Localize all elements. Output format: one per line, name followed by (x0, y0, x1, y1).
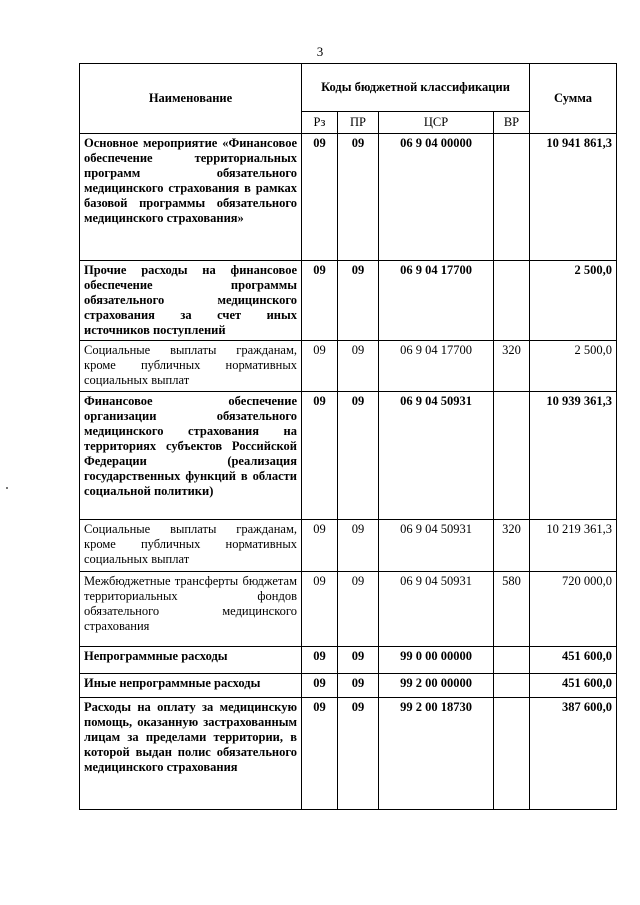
row-pr: 09 (338, 261, 379, 341)
table-row (80, 392, 617, 520)
table-row (80, 674, 617, 698)
row-name: Социальные выплаты гражданам, кроме публичных нормативных социальных выплат (80, 520, 302, 572)
row-rz: 09 (302, 647, 338, 674)
row-sum: 2 500,0 (530, 261, 617, 341)
row-vr: 320 (494, 341, 530, 392)
row-vr (494, 134, 530, 261)
row-vr (494, 392, 530, 520)
row-sum: 10 219 361,3 (530, 520, 617, 572)
row-rz: 09 (302, 520, 338, 572)
row-sum: 10 941 861,3 (530, 134, 617, 261)
table-row (80, 341, 617, 392)
row-name: Непрограммные расходы (80, 647, 302, 674)
table-row (80, 134, 617, 261)
row-csr: 06 9 04 17700 (379, 261, 494, 341)
row-csr: 06 9 04 50931 (379, 572, 494, 647)
row-csr: 99 0 00 00000 (379, 647, 494, 674)
table-row (80, 520, 617, 572)
table-row (80, 261, 617, 341)
row-csr: 06 9 04 50931 (379, 392, 494, 520)
row-pr: 09 (338, 134, 379, 261)
budget-table (79, 63, 617, 810)
page-number: 3 (316, 44, 324, 59)
row-vr (494, 674, 530, 698)
header-sum: Сумма (530, 64, 617, 134)
row-rz: 09 (302, 341, 338, 392)
row-csr: 06 9 04 17700 (379, 341, 494, 392)
row-vr: 580 (494, 572, 530, 647)
row-sum: 720 000,0 (530, 572, 617, 647)
row-pr: 09 (338, 647, 379, 674)
row-pr: 09 (338, 698, 379, 810)
row-vr (494, 647, 530, 674)
row-sum: 2 500,0 (530, 341, 617, 392)
row-name: Иные непрограммные расходы (80, 674, 302, 698)
header-rz: Рз (302, 112, 338, 134)
row-rz: 09 (302, 572, 338, 647)
row-csr: 99 2 00 00000 (379, 674, 494, 698)
row-pr: 09 (338, 392, 379, 520)
row-name: Межбюджетные трансферты бюджетам территориальных фондов обязательного медицинского страхования (80, 572, 302, 647)
table-row (80, 647, 617, 674)
header-pr: ПР (338, 112, 379, 134)
table-row (80, 698, 617, 810)
row-name: Финансовое обеспечение организации обязательного медицинского страхования на территориях субъектов Российской Федерации (реализация государственных функций в области социальной политики) (80, 392, 302, 520)
row-name: Расходы на оплату за медицинскую помощь, оказанную застрахованным лицам за пределами территории, в которой выдан полис обязательного медицинского страхования (80, 698, 302, 810)
table-row (80, 572, 617, 647)
scan-mark (6, 487, 8, 489)
row-rz: 09 (302, 698, 338, 810)
row-sum: 451 600,0 (530, 647, 617, 674)
header-vr: ВР (494, 112, 530, 134)
row-vr (494, 261, 530, 341)
row-rz: 09 (302, 392, 338, 520)
row-pr: 09 (338, 674, 379, 698)
row-name: Основное мероприятие «Финансовое обеспечение территориальных программ обязательного медицинского страхования в рамках базовой программы обязательного медицинского страхования» (80, 134, 302, 261)
row-vr (494, 698, 530, 810)
row-rz: 09 (302, 674, 338, 698)
header-name: Наименование (80, 64, 302, 134)
row-pr: 09 (338, 341, 379, 392)
row-sum: 387 600,0 (530, 698, 617, 810)
row-sum: 10 939 361,3 (530, 392, 617, 520)
header-codes: Коды бюджетной классификации (302, 64, 530, 112)
row-csr: 99 2 00 18730 (379, 698, 494, 810)
row-rz: 09 (302, 261, 338, 341)
row-name: Социальные выплаты гражданам, кроме публичных нормативных социальных выплат (80, 341, 302, 392)
row-pr: 09 (338, 572, 379, 647)
row-pr: 09 (338, 520, 379, 572)
row-vr: 320 (494, 520, 530, 572)
header-csr: ЦСР (379, 112, 494, 134)
row-rz: 09 (302, 134, 338, 261)
row-name: Прочие расходы на финансовое обеспечение программы обязательного медицинского страхования за счет иных источников поступлений (80, 261, 302, 341)
row-csr: 06 9 04 50931 (379, 520, 494, 572)
row-csr: 06 9 04 00000 (379, 134, 494, 261)
row-sum: 451 600,0 (530, 674, 617, 698)
